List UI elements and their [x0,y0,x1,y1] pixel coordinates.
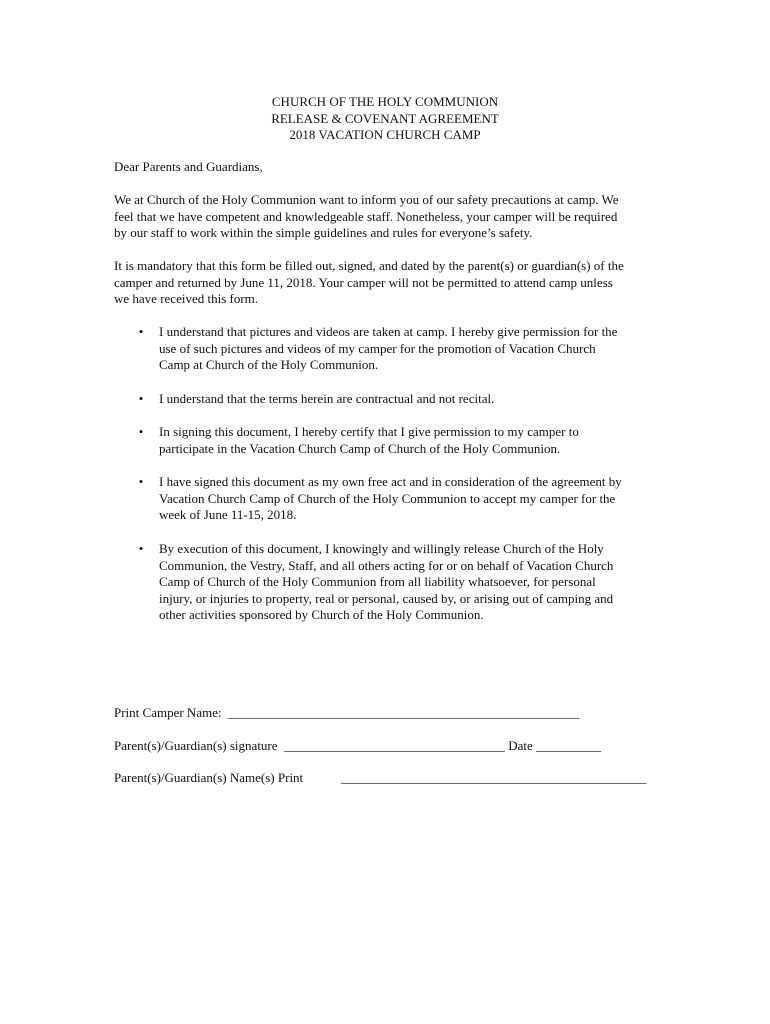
bullet-line: week of June 11-15, 2018. [159,507,297,522]
bullet-line: injury, or injuries to property, real or personal, caused by, or arising out of camping and [159,590,614,606]
bullet-text [159,541,659,624]
bullet-icon: • [138,541,144,556]
paragraph-line: We at Church of the Holy Communion want to inform you of our safety precautions at camp. We [114,192,619,207]
bullet-text [159,474,659,524]
guardian-signature-field[interactable]: Parent(s)/Guardian(s) signature __________________________________ Date __________ [114,738,602,753]
paragraph-line: feel that we have competent and knowledgeable staff. Nonetheless, your camper will be required [114,208,618,224]
bullet-line: I understand that the terms herein are contractual and not recital. [159,391,495,406]
bullet-line: Camp of Church of the Holy Communion from all liability whatsoever, for personal [159,574,596,589]
bullet-text [159,324,659,374]
bullet-line: By execution of this document, I knowingly and willingly release Church of the Holy [159,541,604,556]
bullet-line: use of such pictures and videos of my camper for the promotion of Vacation Church [159,340,596,356]
camper-name-field[interactable]: Print Camper Name: ______________________________________________________ [114,705,580,720]
document-title [0,94,770,144]
bullet-line: In signing this document, I hereby certify that I give permission to my camper to [159,424,579,439]
bullet-line: Communion, the Vestry, Staff, and all others acting for or on behalf of Vacation Church [159,557,614,573]
paragraph-line: It is mandatory that this form be filled out, signed, and dated by the parent(s) or guardian(s) of the [114,258,624,273]
bullet-icon: • [138,391,144,406]
bullet-line: I understand that pictures and videos are taken at camp. I hereby give permission for the [159,324,618,339]
title-event: 2018 VACATION CHURCH CAMP [289,127,481,142]
bullet-line: other activities sponsored by Church of the Holy Communion. [159,607,484,622]
mandatory-paragraph [114,258,659,308]
intro-paragraph [114,192,659,242]
bullet-text [159,391,659,408]
bullet-line: Vacation Church Camp of Church of the Holy Communion to accept my camper for the [159,490,616,506]
paragraph-line: we have received this form. [114,291,259,306]
bullet-line: participate in the Vacation Church Camp of Church of the Holy Communion. [159,440,561,456]
guardian-name-print-label: Parent(s)/Guardian(s) Name(s) Print [114,770,304,785]
bullet-icon: • [138,424,144,439]
paragraph-line: camper and returned by June 11, 2018. Your camper will not be permitted to attend camp unless [114,274,613,290]
bullet-icon: • [138,474,144,489]
title-agreement: RELEASE & COVENANT AGREEMENT [271,110,499,126]
guardian-name-print-field[interactable]: _______________________________________________ [341,770,647,785]
bullet-text [159,424,659,457]
bullet-line: Camp at Church of the Holy Communion. [159,357,379,372]
bullet-icon: • [138,324,144,339]
paragraph-line: by our staff to work within the simple guidelines and rules for everyone’s safety. [114,225,533,240]
title-organization: CHURCH OF THE HOLY COMMUNION [271,94,499,109]
bullet-line: I have signed this document as my own free act and in consideration of the agreement by [159,474,622,489]
salutation: Dear Parents and Guardians, [114,159,263,174]
